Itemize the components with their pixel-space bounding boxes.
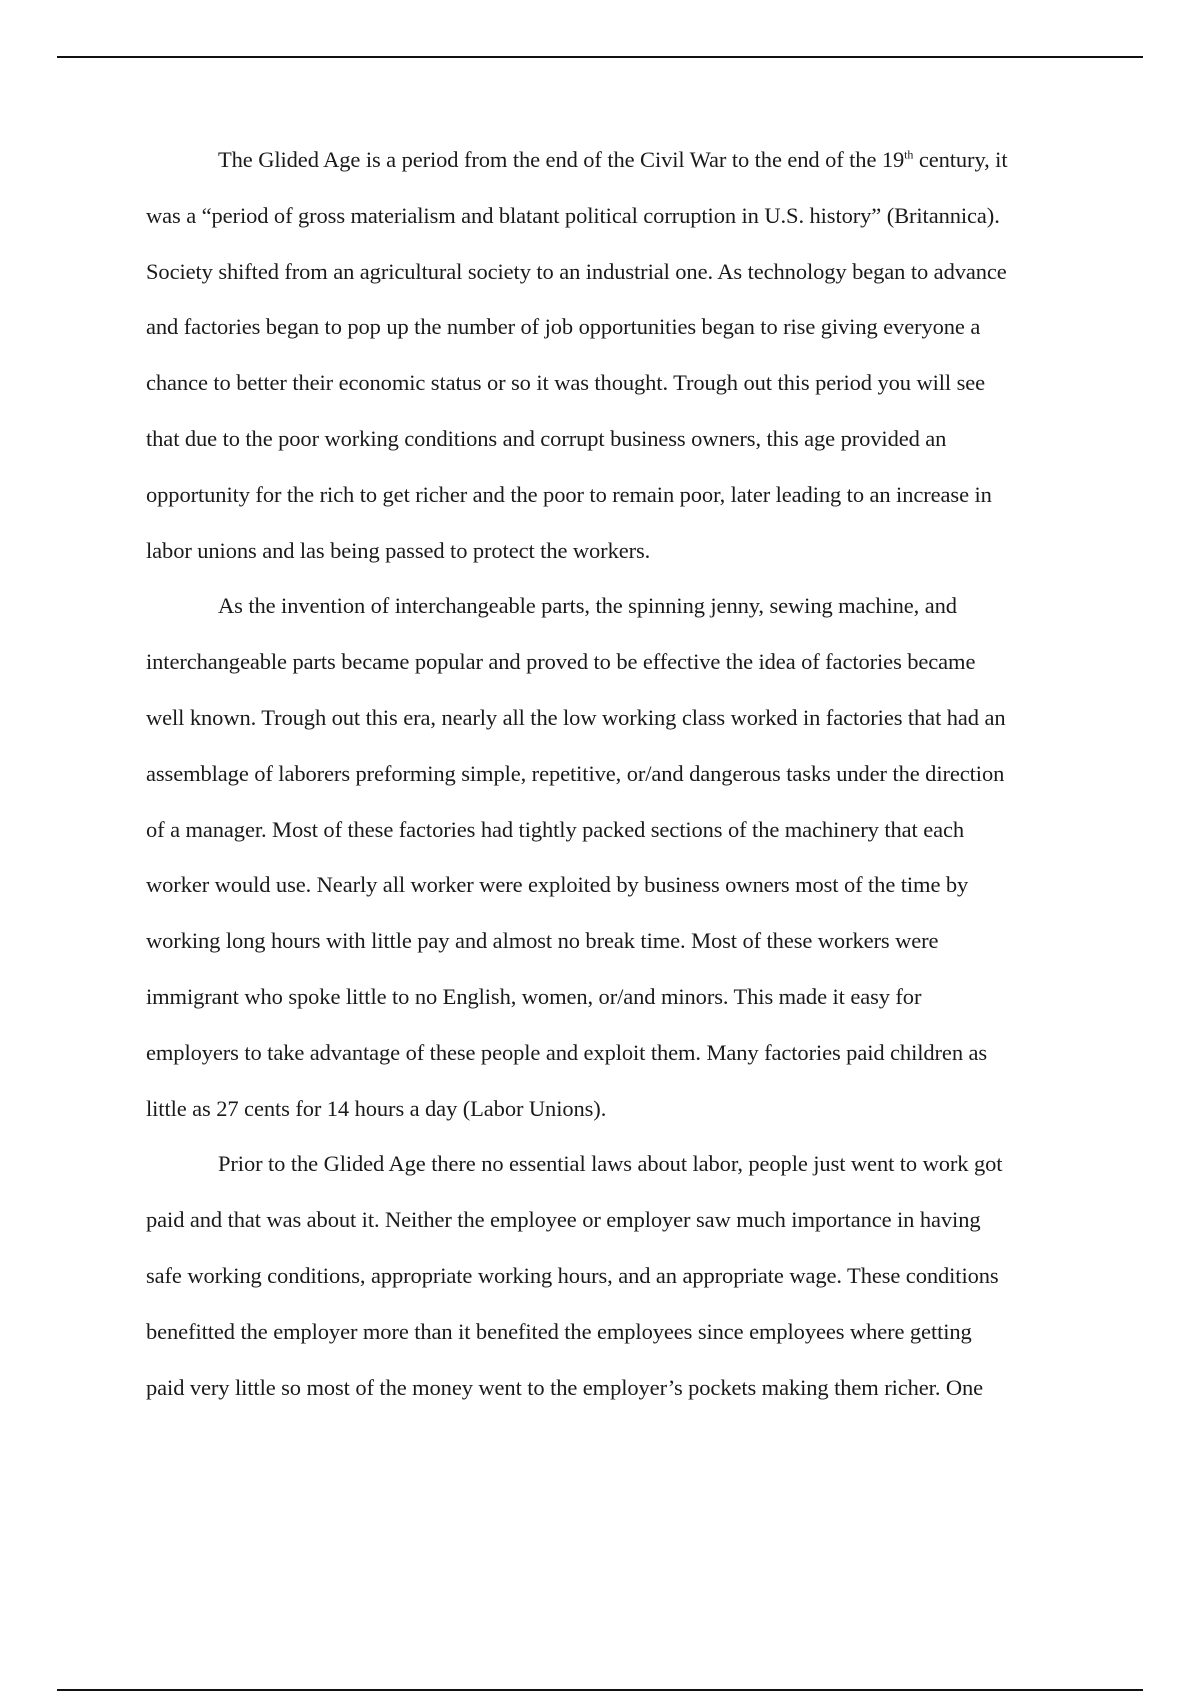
footer-rule (57, 1689, 1143, 1691)
paragraph-3-line-4: benefitted the employer more than it benefited the employees since employees where getting (146, 1318, 972, 1344)
paragraph-2-line-4: assemblage of laborers preforming simple, repetitive, or/and dangerous tasks under the direction (146, 760, 1005, 786)
paragraph-1-line-5: chance to better their economic status or so it was thought. Trough out this period you will see (146, 370, 986, 396)
essay-body (146, 136, 1090, 1419)
paragraph-1-line-4: and factories began to pop up the number of job opportunities began to rise giving everyone a (146, 314, 981, 340)
paragraph-1-line-3: Society shifted from an agricultural society to an industrial one. As technology began to advance (146, 258, 1007, 284)
paragraph-1-line-6: that due to the poor working conditions and corrupt business owners, this age provided an (146, 425, 947, 451)
paragraph-2-line-1: As the invention of interchangeable parts, the spinning jenny, sewing machine, and (218, 593, 957, 619)
paragraph-2-line-2: interchangeable parts became popular and proved to be effective the idea of factories became (146, 649, 976, 675)
paragraph-2-line-9: employers to take advantage of these people and exploit them. Many factories paid children as (146, 1039, 988, 1065)
paragraph-2-line-3: well known. Trough out this era, nearly all the low working class worked in factories that had an (146, 704, 1006, 730)
paragraph-2-line-8: immigrant who spoke little to no English, women, or/and minors. This made it easy for (146, 983, 922, 1009)
header-rule (57, 56, 1143, 58)
paragraph-3-line-5: paid very little so most of the money went to the employer’s pockets making them richer. One (146, 1374, 984, 1400)
paragraph-2-line-6: worker would use. Nearly all worker were exploited by business owners most of the time by (146, 872, 969, 898)
paragraph-3-line-3: safe working conditions, appropriate working hours, and an appropriate wage. These conditions (146, 1262, 999, 1288)
line-text: century, it (913, 147, 1008, 172)
paragraph-1-line-2: was a “period of gross materialism and blatant political corruption in U.S. history” (Britannica). (146, 202, 1000, 228)
ordinal-suffix: th (904, 147, 914, 162)
paragraph-2-line-7: working long hours with little pay and almost no break time. Most of these workers were (146, 928, 939, 954)
paragraph-3-line-2: paid and that was about it. Neither the employee or employer saw much importance in having (146, 1207, 981, 1233)
paragraph-1-line-8: labor unions and las being passed to protect the workers. (146, 537, 651, 563)
paragraph-1-line-1 (146, 136, 1090, 192)
line-text: The Glided Age is a period from the end of the Civil War to the end of the 19 (218, 147, 905, 172)
paragraph-3-line-1: Prior to the Glided Age there no essential laws about labor, people just went to work got (218, 1151, 1003, 1177)
paragraph-2-line-5: of a manager. Most of these factories had tightly packed sections of the machinery that each (146, 816, 965, 842)
paragraph-1-line-7: opportunity for the rich to get richer and the poor to remain poor, later leading to an increase in (146, 481, 992, 507)
paragraph-2-line-10: little as 27 cents for 14 hours a day (Labor Unions). (146, 1095, 607, 1121)
